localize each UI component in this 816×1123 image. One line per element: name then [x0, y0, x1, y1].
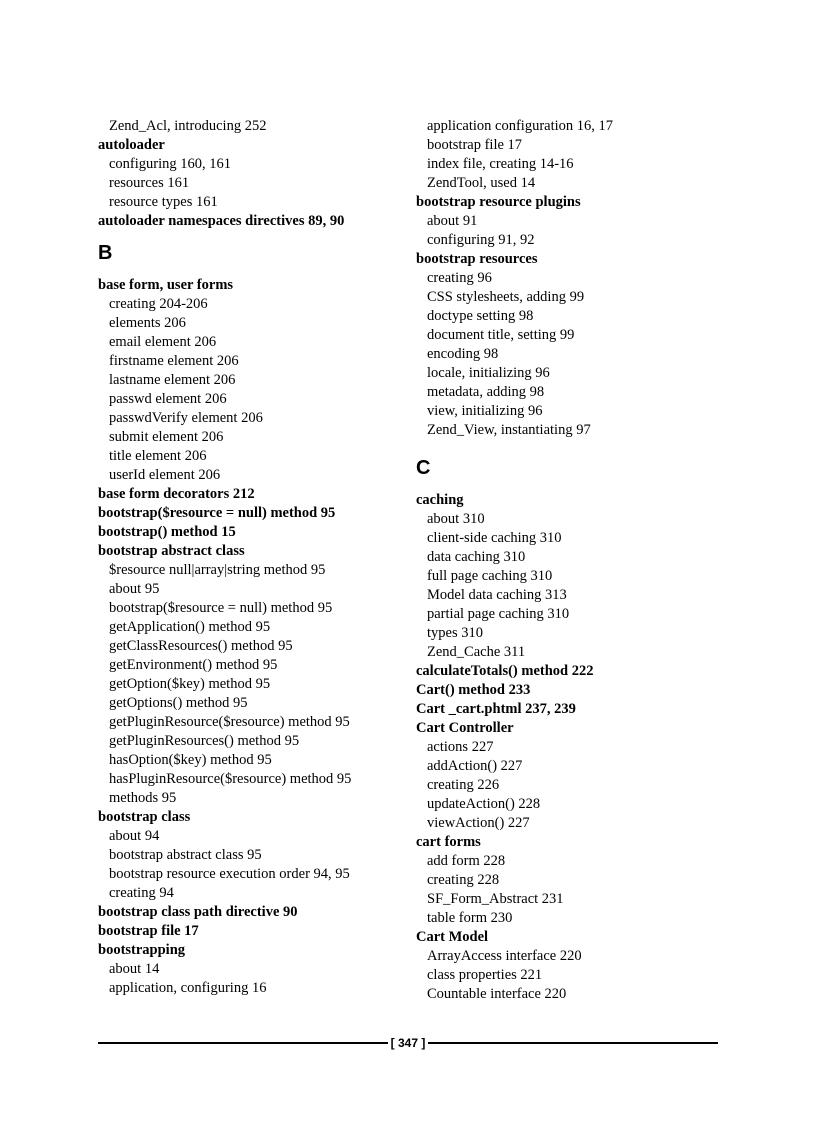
index-subterm: view, initializing 96: [427, 403, 543, 419]
index-term: bootstrap abstract class: [98, 543, 245, 559]
index-term: autoloader: [98, 137, 165, 153]
index-subterm: bootstrap abstract class 95: [109, 847, 262, 863]
index-subterm: submit element 206: [109, 429, 224, 445]
index-subterm: addAction() 227: [427, 758, 523, 774]
index-term: Cart() method 233: [416, 682, 531, 698]
index-term: calculateTotals() method 222: [416, 663, 594, 679]
index-subterm: application, configuring 16: [109, 980, 267, 996]
section-letter-b: B: [98, 242, 113, 264]
index-subterm: application configuration 16, 17: [427, 118, 614, 134]
index-subterm: Countable interface 220: [427, 986, 567, 1002]
footer-rule-right: [428, 1042, 718, 1044]
index-subterm: title element 206: [109, 448, 207, 464]
index-subterm: types 310: [427, 625, 483, 641]
index-subterm: getPluginResources() method 95: [109, 733, 300, 749]
index-column-left: [98, 117, 398, 998]
index-subterm: bootstrap file 17: [427, 137, 523, 153]
index-subterm: getClassResources() method 95: [109, 638, 293, 654]
index-subterm: methods 95: [109, 790, 177, 806]
right-group-2: [416, 491, 718, 1004]
index-term: bootstrap file 17: [98, 923, 199, 939]
index-subterm: hasOption($key) method 95: [109, 752, 272, 768]
index-subterm: configuring 91, 92: [427, 232, 535, 248]
index-term: bootstrapping: [98, 942, 186, 958]
index-subterm: creating 204-206: [109, 296, 208, 312]
index-subterm: getEnvironment() method 95: [109, 657, 278, 673]
index-subterm: configuring 160, 161: [109, 156, 232, 172]
index-subterm: bootstrap resource execution order 94, 95: [109, 866, 350, 882]
index-term: Cart Model: [416, 929, 489, 945]
index-term: bootstrap() method 15: [98, 524, 236, 540]
index-subterm: metadata, adding 98: [427, 384, 545, 400]
index-subterm: partial page caching 310: [427, 606, 570, 622]
index-term: bootstrap resource plugins: [416, 194, 581, 210]
index-subterm: email element 206: [109, 334, 217, 350]
index-subterm: creating 226: [427, 777, 500, 793]
index-subterm: client-side caching 310: [427, 530, 562, 546]
index-subterm: add form 228: [427, 853, 506, 869]
index-subterm: getOptions() method 95: [109, 695, 248, 711]
index-subterm: getApplication() method 95: [109, 619, 271, 635]
index-subterm: about 14: [109, 961, 160, 977]
index-subterm: resources 161: [109, 175, 190, 191]
index-subterm: getPluginResource($resource) method 95: [109, 714, 350, 730]
index-subterm: full page caching 310: [427, 568, 553, 584]
index-subterm: firstname element 206: [109, 353, 239, 369]
index-subterm: updateAction() 228: [427, 796, 541, 812]
index-term: Cart Controller: [416, 720, 514, 736]
index-subterm: CSS stylesheets, adding 99: [427, 289, 585, 305]
index-subterm: creating 228: [427, 872, 500, 888]
index-term: base form decorators 212: [98, 486, 255, 502]
index-subterm: about 95: [109, 581, 160, 597]
index-subterm: lastname element 206: [109, 372, 236, 388]
index-subterm: Model data caching 313: [427, 587, 567, 603]
right-group-1: [416, 117, 718, 440]
footer-rule-left: [98, 1042, 388, 1044]
index-subterm: encoding 98: [427, 346, 499, 362]
index-subterm: viewAction() 227: [427, 815, 530, 831]
index-term: cart forms: [416, 834, 481, 850]
index-subterm: Zend_Acl, introducing 252: [109, 118, 267, 134]
index-term: bootstrap($resource = null) method 95: [98, 505, 336, 521]
index-subterm: table form 230: [427, 910, 513, 926]
index-term: bootstrap class path directive 90: [98, 904, 298, 920]
index-subterm: about 91: [427, 213, 478, 229]
index-subterm: about 94: [109, 828, 160, 844]
index-subterm: index file, creating 14-16: [427, 156, 574, 172]
index-subterm: class properties 221: [427, 967, 543, 983]
page-number: [ 347 ]: [390, 1036, 426, 1050]
index-subterm: Zend_Cache 311: [427, 644, 526, 660]
index-subterm: locale, initializing 96: [427, 365, 550, 381]
index-subterm: getOption($key) method 95: [109, 676, 271, 692]
index-subterm: userId element 206: [109, 467, 221, 483]
index-subterm: elements 206: [109, 315, 186, 331]
index-subterm: SF_Form_Abstract 231: [427, 891, 564, 907]
index-term: bootstrap resources: [416, 251, 538, 267]
index-subterm: creating 94: [109, 885, 174, 901]
index-term: autoloader namespaces directives 89, 90: [98, 213, 345, 229]
index-term: bootstrap class: [98, 809, 191, 825]
index-subterm: about 310: [427, 511, 485, 527]
index-subterm: actions 227: [427, 739, 494, 755]
index-subterm: $resource null|array|string method 95: [109, 562, 326, 578]
index-subterm: Zend_View, instantiating 97: [427, 422, 591, 438]
index-subterm: data caching 310: [427, 549, 526, 565]
index-term: caching: [416, 492, 464, 508]
index-subterm: bootstrap($resource = null) method 95: [109, 600, 333, 616]
index-subterm: passwd element 206: [109, 391, 227, 407]
index-subterm: ZendTool, used 14: [427, 175, 536, 191]
index-subterm: ArrayAccess interface 220: [427, 948, 582, 964]
index-column-right: [416, 117, 718, 1004]
index-subterm: doctype setting 98: [427, 308, 534, 324]
left-group-2: [98, 276, 398, 998]
index-subterm: resource types 161: [109, 194, 218, 210]
index-term: base form, user forms: [98, 277, 234, 293]
index-subterm: hasPluginResource($resource) method 95: [109, 771, 352, 787]
index-term: Cart _cart.phtml 237, 239: [416, 701, 576, 717]
left-group-1: [98, 117, 398, 231]
page-footer: [98, 1033, 718, 1053]
index-subterm: document title, setting 99: [427, 327, 575, 343]
section-letter-c: C: [416, 457, 431, 479]
index-subterm: passwdVerify element 206: [109, 410, 263, 426]
index-subterm: creating 96: [427, 270, 492, 286]
